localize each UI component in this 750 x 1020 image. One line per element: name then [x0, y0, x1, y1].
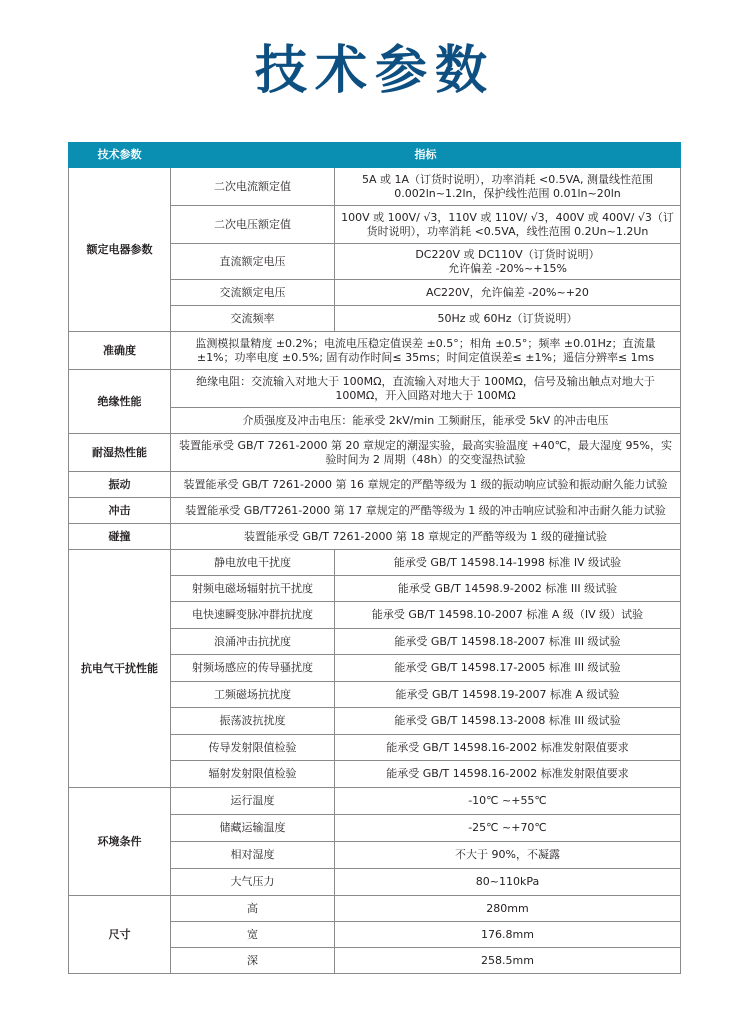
- param-name: 交流额定电压: [171, 280, 335, 306]
- param-name: 二次电流额定值: [171, 168, 335, 206]
- param-name: 交流频率: [171, 306, 335, 332]
- table-row: [69, 370, 681, 408]
- category-cell: 环境条件: [69, 788, 171, 896]
- param-value: 装置能承受 GB/T 7261-2000 第 18 章规定的严酷等级为 1 级的碰撞试验: [171, 524, 681, 550]
- param-name: 辐射发射限值检验: [171, 761, 335, 788]
- param-name: 大气压力: [171, 869, 335, 896]
- category-cell: 尺寸: [69, 896, 171, 974]
- param-value: 176.8mm: [335, 922, 681, 948]
- param-value: 监测模拟量精度 ±0.2%；电流电压稳定值误差 ±0.5°；相角 ±0.5°；频率 ±0.01Hz；直流量 ±1%；功率电度 ±0.5%; 固有动作时间≤ 35ms；时间定值误差≤ ±1%；遥信分辨率≤ 1ms: [171, 332, 681, 370]
- category-cell: 额定电器参数: [69, 168, 171, 332]
- param-value: 装置能承受 GB/T 7261-2000 第 20 章规定的潮湿实验，最高实验温度 +40℃，最大湿度 95%，实验时间为 2 周期（48h）的交变湿热试验: [171, 434, 681, 472]
- param-value: 能承受 GB/T 14598.18-2007 标准 III 级试验: [335, 629, 681, 655]
- param-value: 能承受 GB/T 14598.17-2005 标准 III 级试验: [335, 655, 681, 682]
- param-value: 能承受 GB/T 14598.19-2007 标准 A 级试验: [335, 682, 681, 708]
- param-name: 储藏运输温度: [171, 815, 335, 842]
- category-cell: 耐湿热性能: [69, 434, 171, 472]
- param-name: 电快速瞬变脉冲群抗扰度: [171, 602, 335, 629]
- param-value: DC220V 或 DC110V（订货时说明） 允许偏差 -20%~+15%: [335, 244, 681, 280]
- table-header: [69, 143, 681, 168]
- param-value: 不大于 90%，不凝露: [335, 842, 681, 869]
- param-name: 工频磁场抗扰度: [171, 682, 335, 708]
- table-row: [69, 524, 681, 550]
- category-cell: 碰撞: [69, 524, 171, 550]
- param-name: 射频电磁场辐射抗干扰度: [171, 576, 335, 602]
- param-value: 装置能承受 GB/T7261-2000 第 17 章规定的严酷等级为 1 级的冲击响应试验和冲击耐久能力试验: [171, 498, 681, 524]
- table-row: [69, 434, 681, 472]
- param-value: 280mm: [335, 896, 681, 922]
- param-name: 浪涌冲击抗扰度: [171, 629, 335, 655]
- category-cell: 准确度: [69, 332, 171, 370]
- param-name: 宽: [171, 922, 335, 948]
- param-name: 深: [171, 948, 335, 974]
- param-value: 能承受 GB/T 14598.13-2008 标准 III 级试验: [335, 708, 681, 735]
- category-cell: 冲击: [69, 498, 171, 524]
- param-value: 能承受 GB/T 14598.9-2002 标准 III 级试验: [335, 576, 681, 602]
- category-cell: 绝缘性能: [69, 370, 171, 434]
- param-value: 能承受 GB/T 14598.14-1998 标准 IV 级试验: [335, 550, 681, 576]
- param-value: 能承受 GB/T 14598.10-2007 标准 A 级（IV 级）试验: [335, 602, 681, 629]
- param-value: 80~110kPa: [335, 869, 681, 896]
- param-value: 介质强度及冲击电压：能承受 2kV/min 工频耐压，能承受 5kV 的冲击电压: [171, 408, 681, 434]
- table-row: [69, 788, 681, 815]
- param-value: 258.5mm: [335, 948, 681, 974]
- param-value: 装置能承受 GB/T 7261-2000 第 16 章规定的严酷等级为 1 级的振动响应试验和振动耐久能力试验: [171, 472, 681, 498]
- param-name: 相对湿度: [171, 842, 335, 869]
- table-row: [69, 332, 681, 370]
- param-name: 振荡波抗扰度: [171, 708, 335, 735]
- param-value: -10℃ ~+55℃: [335, 788, 681, 815]
- param-name: 射频场感应的传导骚扰度: [171, 655, 335, 682]
- category-cell: 抗电气干扰性能: [69, 550, 171, 788]
- param-name: 二次电压额定值: [171, 206, 335, 244]
- param-value: 50Hz 或 60Hz（订货说明）: [335, 306, 681, 332]
- param-value: -25℃ ~+70℃: [335, 815, 681, 842]
- page-title: 技术参数: [254, 41, 495, 101]
- header-param: 技术参数: [69, 143, 171, 168]
- table-row: [69, 896, 681, 922]
- table-row: [69, 550, 681, 576]
- param-value: 能承受 GB/T 14598.16-2002 标准发射限值要求: [335, 761, 681, 788]
- param-name: 运行温度: [171, 788, 335, 815]
- param-name: 传导发射限值检验: [171, 735, 335, 761]
- param-value: AC220V，允许偏差 -20%~+20: [335, 280, 681, 306]
- spec-table: [68, 142, 681, 974]
- param-value: 能承受 GB/T 14598.16-2002 标准发射限值要求: [335, 735, 681, 761]
- param-name: 静电放电干扰度: [171, 550, 335, 576]
- table-row: [69, 472, 681, 498]
- param-value: 5A 或 1A（订货时说明），功率消耗 <0.5VA, 测量线性范围 0.002ln~1.2ln，保护线性范围 0.01ln~20ln: [335, 168, 681, 206]
- table-row: [69, 168, 681, 206]
- param-value: 100V 或 100V/ √3，110V 或 110V/ √3，400V 或 400V/ √3（订货时说明），功率消耗 <0.5VA，线性范围 0.2Un~1.2Un: [335, 206, 681, 244]
- table-row: [69, 498, 681, 524]
- param-name: 高: [171, 896, 335, 922]
- header-spec: 指标: [171, 143, 681, 168]
- param-value: 绝缘电阻：交流输入对地大于 100MΩ，直流输入对地大于 100MΩ，信号及输出触点对地大于 100MΩ，开入回路对地大于 100MΩ: [171, 370, 681, 408]
- param-name: 直流额定电压: [171, 244, 335, 280]
- category-cell: 振动: [69, 472, 171, 498]
